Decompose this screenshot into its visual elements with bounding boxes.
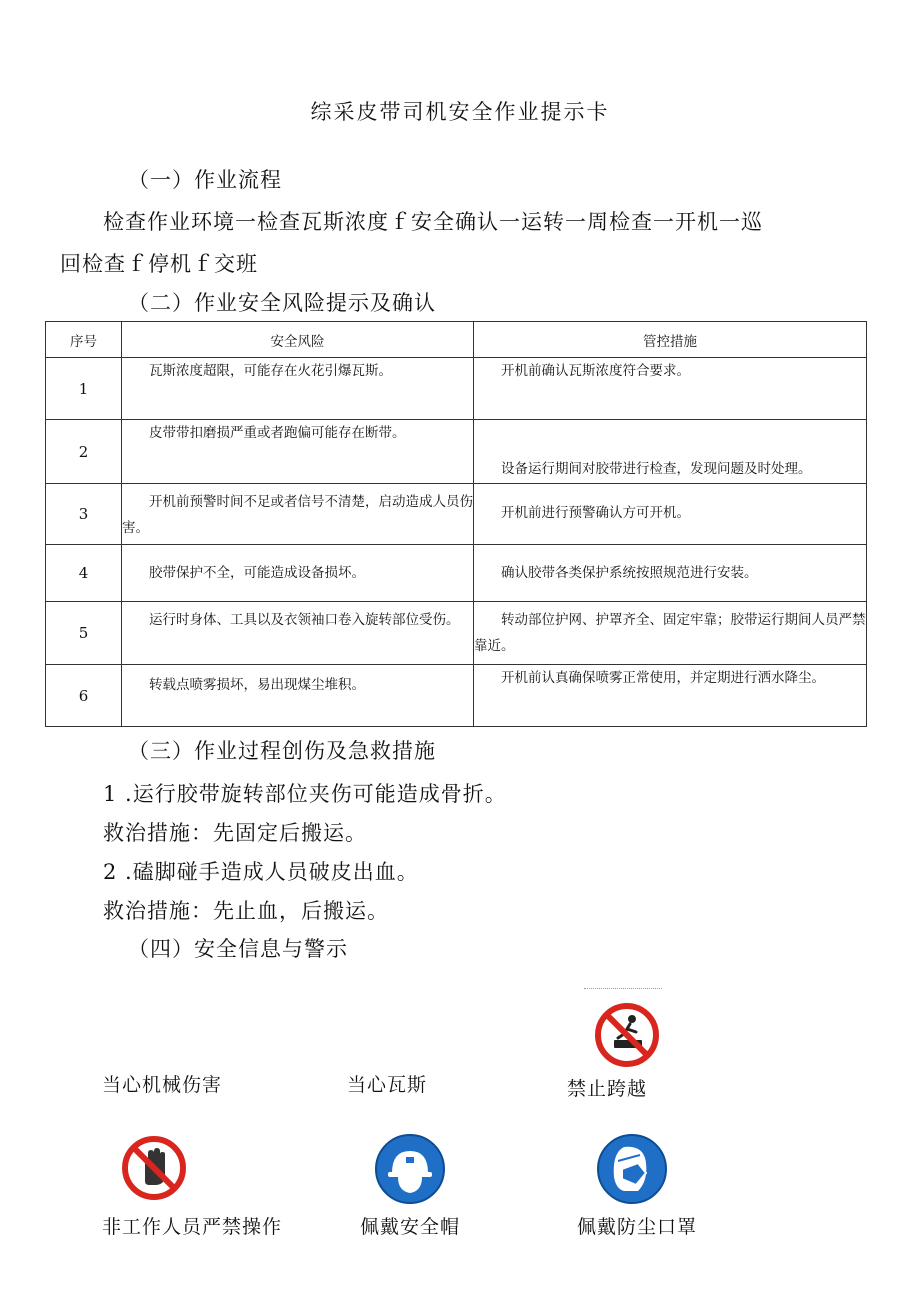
page-title: 综采皮带司机安全作业提示卡	[310, 100, 610, 124]
row-measure: 开机前进行预警确认方可开机。	[474, 484, 867, 545]
row-no: 6	[46, 665, 122, 727]
injury-1: 1 .运行胶带旋转部位夹伤可能造成骨折。	[103, 782, 507, 806]
sign-label-mechanical: 当心机械伤害	[102, 1074, 223, 1096]
flow-line-1: 检查作业环境一检查瓦斯浓度ｆ安全确认一运转一周检查一开机一巡	[103, 210, 763, 234]
row-measure: 确认胶带各类保护系统按照规范进行安装。	[474, 545, 867, 602]
row-no: 4	[46, 545, 122, 602]
risk-table	[45, 321, 867, 727]
row-risk: 瓦斯浓度超限，可能存在火花引爆瓦斯。	[122, 358, 474, 420]
header-measure: 管控措施	[474, 322, 867, 358]
table-row	[46, 602, 867, 665]
wear-helmet-icon	[374, 1133, 446, 1205]
divider	[584, 988, 662, 989]
row-no: 3	[46, 484, 122, 545]
injury-2: 2 .磕脚碰手造成人员破皮出血。	[103, 860, 419, 884]
row-no: 2	[46, 420, 122, 484]
no-crossing-icon	[594, 1002, 660, 1068]
row-risk: 转载点喷雾损坏，易出现煤尘堆积。	[122, 665, 474, 727]
table-row	[46, 484, 867, 545]
row-measure: 开机前确认瓦斯浓度符合要求。	[474, 358, 867, 420]
section3-heading: （三）作业过程创伤及急救措施	[128, 739, 436, 763]
table-row	[46, 358, 867, 420]
sign-label-mask: 佩戴防尘口罩	[577, 1216, 698, 1238]
section2-heading: （二）作业安全风险提示及确认	[128, 291, 436, 315]
row-no: 5	[46, 602, 122, 665]
table-row	[46, 545, 867, 602]
row-risk: 胶带保护不全，可能造成设备损坏。	[122, 545, 474, 602]
table-row	[46, 420, 867, 484]
row-measure: 转动部位护网、护罩齐全、固定牢靠；胶带运行期间人员严禁靠近。	[474, 602, 867, 665]
header-risk: 安全风险	[122, 322, 474, 358]
no-operation-icon	[121, 1135, 187, 1201]
wear-mask-icon	[596, 1133, 668, 1205]
flow-line-2: 回检查ｆ停机ｆ交班	[60, 252, 258, 276]
section4-heading: （四）安全信息与警示	[128, 937, 348, 961]
row-risk: 开机前预警时间不足或者信号不清楚，启动造成人员伤害。	[122, 484, 474, 545]
header-no: 序号	[46, 322, 122, 358]
treatment-2: 救治措施：先止血，后搬运。	[103, 899, 389, 923]
sign-label-no-crossing: 禁止跨越	[567, 1078, 648, 1100]
table-row	[46, 665, 867, 727]
row-measure: 开机前认真确保喷雾正常使用，并定期进行洒水降尘。	[474, 665, 867, 727]
treatment-1: 救治措施：先固定后搬运。	[103, 821, 367, 845]
row-risk: 运行时身体、工具以及衣领袖口卷入旋转部位受伤。	[122, 602, 474, 665]
sign-label-gas: 当心瓦斯	[347, 1074, 428, 1096]
sign-label-helmet: 佩戴安全帽	[360, 1216, 461, 1238]
table-header-row	[46, 322, 867, 358]
row-risk: 皮带带扣磨损严重或者跑偏可能存在断带。	[122, 420, 474, 484]
section1-heading: （一）作业流程	[128, 168, 282, 192]
row-measure: 设备运行期间对胶带进行检查，发现问题及时处理。	[474, 420, 867, 484]
row-no: 1	[46, 358, 122, 420]
sign-label-no-operation: 非工作人员严禁操作	[102, 1216, 283, 1238]
